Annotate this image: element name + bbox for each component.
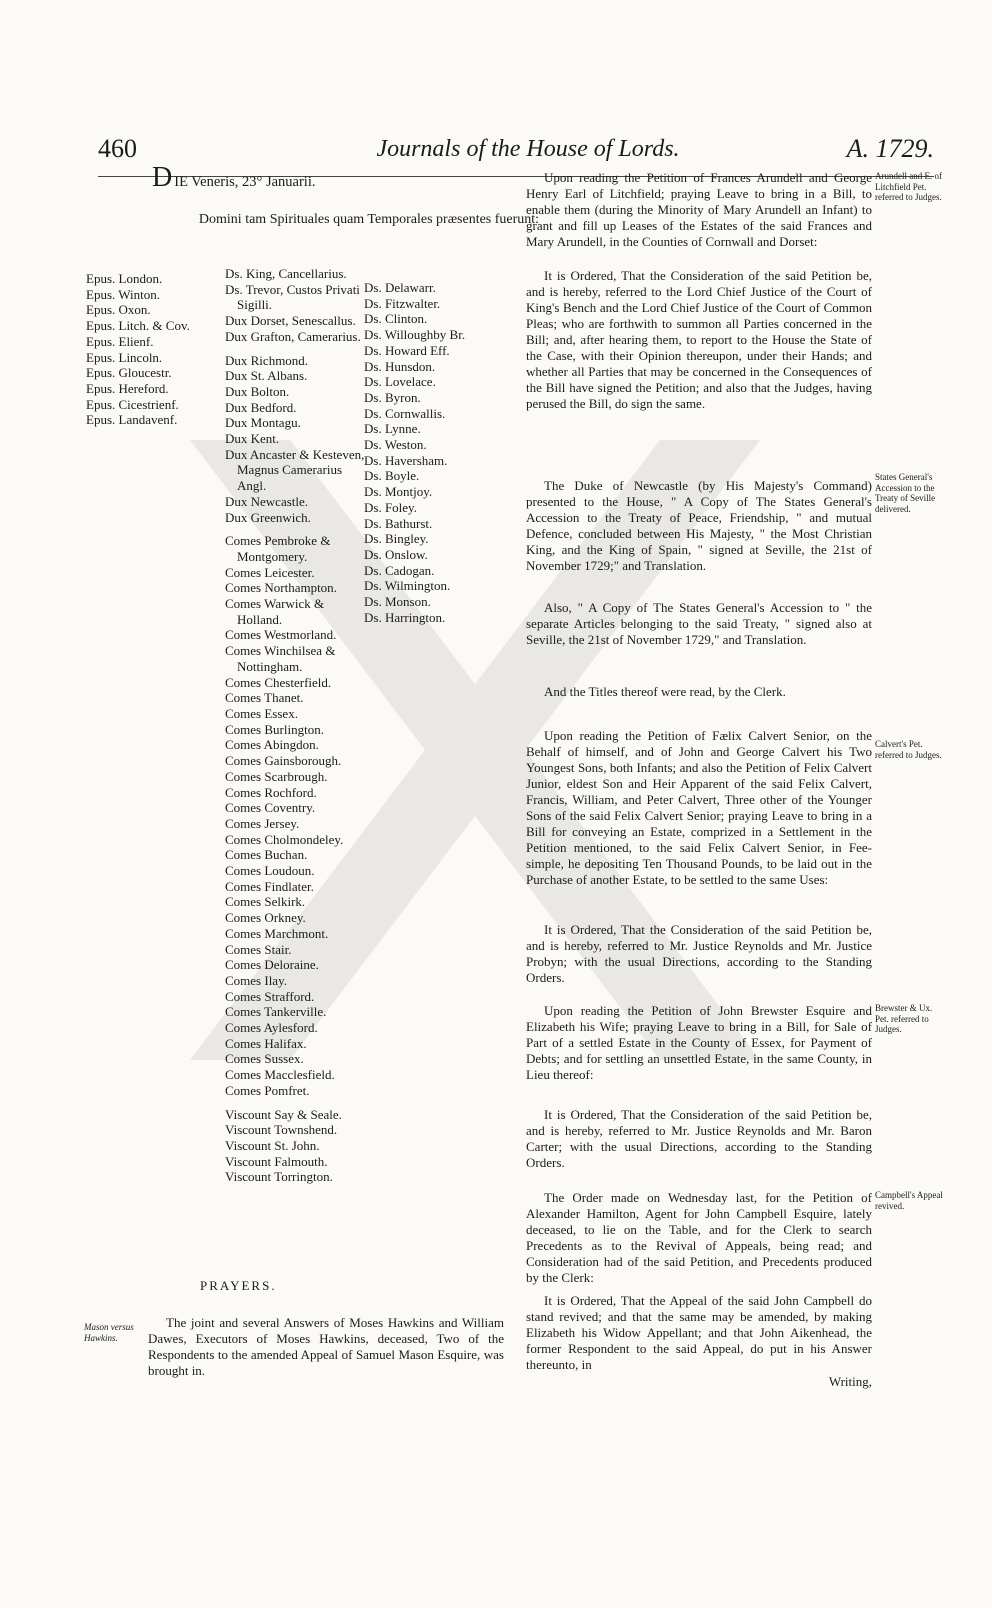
attendance-entry: Ds. Howard Eff. (364, 342, 450, 358)
attendance-entry: Ds. Harrington. (364, 609, 446, 625)
attendance-barons (364, 280, 514, 625)
attendance-entry: Ds. Wilmington. (364, 578, 451, 594)
margin-note-campbell: Campbell's Appeal revived. (875, 1190, 943, 1211)
attendance-entry: Comes Westmorland. (225, 627, 337, 643)
attendance-entry: Comes Orkney. (225, 910, 306, 926)
attendance-entry: Comes Abingdon. (225, 737, 319, 753)
paragraph-states-2: Also, " A Copy of The States General's Accession to " the separate Articles belonging to the said Treaty, " signed also at Seville, the 21st of November 1729," and Translation. (526, 600, 872, 647)
attendance-entry: Dux Grafton, Camerarius. (225, 328, 361, 344)
attendance-entry: Ds. Delawarr. (364, 280, 436, 295)
attendance-entry: Comes Pembroke & Montgomery. (225, 533, 331, 564)
attendance-entry: Ds. Byron. (364, 389, 421, 405)
attendance-entry: Ds. Montjoy. (364, 484, 433, 500)
margin-note-arundell: Arundell and E. of Litchfield Pet. referred to Judges. (875, 171, 942, 202)
attendance-entry: Comes Deloraine. (225, 957, 319, 973)
paragraph-arundell-petition: Upon reading the Petition of Frances Arundell and George Henry Earl of Litchfield; praying Leave to bring in a Bill, to enable them (during the Minority of Mary Arundell an Infant) to grant and fill up Leases of the Estates of the said Frances and Mary Arundell, in the Counties of Cornwall and Dorset: (526, 170, 872, 249)
attendance-entry: Comes Winchilsea & Nottingham. (225, 643, 336, 674)
attendance-bishops (86, 271, 216, 428)
attendance-entry: Ds. Bingley. (364, 531, 429, 547)
paragraph-states-3: And the Titles thereof were read, by the Clerk. (544, 684, 786, 699)
attendance-entry: Dux Greenwich. (225, 509, 311, 525)
running-title: Journals of the House of Lords. (376, 136, 680, 162)
paragraph-calvert-petition: Upon reading the Petition of Fælix Calvert Senior, on the Behalf of himself, and of John and George Calvert his Two Youngest Sons, both Infants; and also the Petition of Felix Calvert Junior, eldest Son and Heir Apparent of the said Felix Calvert, Francis, William, and Peter Calvert, Three other of the Younger Sons of the said Felix Calvert Senior; praying Leave to bring in a Bill for conveying an Estate, comprized in a Settlement in the Petition mentioned, to the said Felix Calvert Senior, in Fee-simple, he depositing Ten Thousand Pounds, to be laid out in the Purchase of another Estate, to be settled to the same Uses: (526, 728, 872, 887)
attendance-entry: Epus. Elienf. (86, 333, 154, 349)
attendance-entry: Comes Jersey. (225, 815, 300, 831)
attendance-entry: Epus. London. (86, 271, 163, 286)
attendance-entry: Comes Tankerville. (225, 1004, 327, 1020)
attendance-entry: Viscount Townshend. (225, 1122, 338, 1138)
paragraph-arundell-order: It is Ordered, That the Consideration of the said Petition be, and is hereby, referred to the Lord Chief Justice of the Court of King's Bench and the Lord Chief Justice of the Court of Common Pleas; who are forthwith to summon all Parties concerned in the Bill; and, after hearing them, to report to the House the State of the Case, with their Opinion thereupon, under their Hands; and whether all Parties that may be concerned in the Consequences of the Bill have signed the Petition; and also that the Judges, having perused the Bill, do sign the same. (526, 268, 872, 411)
margin-note-brewster: Brewster & Ux. Pet. referred to Judges. (875, 1003, 933, 1034)
paragraph-calvert-order: It is Ordered, That the Consideration of the said Petition be, and is hereby, referred to Mr. Justice Reynolds and Mr. Justice Probyn; with the usual Directions, according to the Standing Orders. (526, 922, 872, 985)
prayers-heading: PRAYERS. (200, 1278, 277, 1293)
attendance-entry: Ds. Onslow. (364, 546, 428, 562)
attendance-entry: Epus. Winton. (86, 286, 160, 302)
attendance-entry: Comes Marchmont. (225, 925, 329, 941)
attendance-entry: Comes Essex. (225, 705, 298, 721)
paragraph-brewster-order: It is Ordered, That the Consideration of the said Petition be, and is hereby, referred to Mr. Justice Reynolds and Mr. Baron Carter; with the usual Directions, according to the Standing Orders. (526, 1107, 872, 1170)
attendance-entry: Viscount St. John. (225, 1137, 320, 1153)
attendance-entry: Comes Cholmondeley. (225, 831, 344, 847)
attendance-entry: Ds. Fitzwalter. (364, 295, 441, 311)
attendance-entry: Dux Bedford. (225, 399, 297, 415)
attendance-entry: Comes Burlington. (225, 721, 324, 737)
attendance-entry: Comes Northampton. (225, 580, 337, 596)
attendance-entry: Comes Thanet. (225, 690, 304, 706)
attendance-entry: Dux Ancaster & Kesteven, Magnus Camerarius Angl. (225, 446, 365, 494)
attendance-entry: Comes Loudoun. (225, 863, 315, 879)
attendance-entry: Dux Montagu. (225, 415, 301, 431)
attendance-entry: Ds. Cornwallis. (364, 405, 446, 421)
attendance-entry: Ds. Lynne. (364, 421, 421, 437)
paragraph-brewster-petition: Upon reading the Petition of John Brewster Esquire and Elizabeth his Wife; praying Leave to bring in a Bill, for Sale of Part of a settled Estate in the County of Essex, for Payment of Debts; and for settling an unsettled Estate, in the same County, in Lieu thereof: (526, 1003, 872, 1082)
attendance-entry: Comes Sussex. (225, 1051, 304, 1067)
attendance-entry: Dux St. Albans. (225, 368, 308, 384)
session-date (152, 162, 316, 193)
attendance-entry: Ds. Willoughby Br. (364, 327, 466, 343)
attendance-entry: Comes Selkirk. (225, 894, 306, 910)
attendance-entry: Dux Newcastle. (225, 493, 309, 509)
domini-heading: Domini tam Spirituales quam Temporales præsentes fuerunt: (198, 212, 540, 227)
attendance-entry: Comes Ilay. (225, 972, 287, 988)
attendance-entry: Comes Findlater. (225, 878, 314, 894)
attendance-entry: Epus. Landavenf. (86, 412, 178, 428)
attendance-entry: Ds. Clinton. (364, 311, 428, 327)
attendance-entry: Dux Kent. (225, 431, 280, 447)
attendance-entry: Comes Pomfret. (225, 1082, 310, 1098)
attendance-entry: Epus. Lincoln. (86, 349, 163, 365)
attendance-entry: Comes Buchan. (225, 847, 308, 863)
attendance-entry: Comes Macclesfield. (225, 1067, 335, 1083)
attendance-entry: Viscount Falmouth. (225, 1153, 328, 1169)
attendance-entry: Epus. Litch. & Cov. (86, 318, 190, 334)
attendance-entry: Ds. Foley. (364, 499, 417, 515)
margin-note-states: States General's Accession to the Treaty of Seville delivered. (875, 472, 936, 514)
attendance-entry: Dux Richmond. (225, 352, 309, 368)
attendance-entry: Comes Leicester. (225, 564, 315, 580)
margin-note-calvert: Calvert's Pet. referred to Judges. (875, 739, 942, 760)
attendance-entry: Viscount Torrington. (225, 1169, 333, 1185)
attendance-entry: Epus. Gloucestr. (86, 365, 172, 381)
attendance-entry: Ds. King, Cancellarius. (225, 266, 347, 281)
attendance-temporal (225, 266, 365, 1185)
attendance-entry: Comes Strafford. (225, 988, 315, 1004)
margin-note-mason: Mason versus Hawkins. (84, 1322, 134, 1343)
attendance-entry: Ds. Trevor, Custos Privati Sigilli. (225, 281, 360, 313)
attendance-entry: Comes Chesterfield. (225, 674, 332, 690)
catchword: Writing, (828, 1374, 872, 1389)
attendance-entry: Comes Aylesford. (225, 1020, 318, 1036)
attendance-entry: Viscount Say & Seale. (225, 1106, 342, 1122)
attendance-entry: Comes Scarbrough. (225, 768, 328, 784)
paragraph-mason: The joint and several Answers of Moses Hawkins and William Dawes, Executors of Moses Hawkins, deceased, Two of the Respondents to the amended Appeal of Samuel Mason Esquire, was brought in. (148, 1315, 504, 1378)
attendance-entry: Comes Coventry. (225, 800, 316, 816)
attendance-entry: Epus. Oxon. (86, 302, 151, 318)
attendance-entry: Comes Halifax. (225, 1035, 307, 1051)
attendance-entry: Comes Stair. (225, 941, 292, 957)
attendance-entry: Comes Gainsborough. (225, 753, 342, 769)
paragraph-campbell-2: It is Ordered, That the Appeal of the said John Campbell do stand revived; and that the same may be amended, by making Elizabeth his Widow Appellant; and that John Aikenhead, the former Respondent to the said Appeal, do put in his Answer thereunto, in (526, 1293, 872, 1372)
paragraph-campbell-1: The Order made on Wednesday last, for the Petition of Alexander Hamilton, Agent for John Campbell Esquire, lately deceased, to lie on the Table, and for the Clerk to search Precedents as to the Revival of Appeals, being read; and Consideration had of the said Petition, and Precedents produced by the Clerk: (526, 1190, 872, 1285)
attendance-entry: Comes Rochford. (225, 784, 317, 800)
attendance-entry: Dux Bolton. (225, 383, 290, 399)
attendance-entry: Dux Dorset, Senescallus. (225, 313, 356, 329)
date-text: IE Veneris, 23° Januarii. (174, 174, 316, 190)
attendance-entry: Ds. Cadogan. (364, 562, 435, 578)
attendance-entry: Ds. Hunsdon. (364, 358, 436, 374)
attendance-entry: Ds. Bathurst. (364, 515, 433, 531)
attendance-entry: Ds. Haversham. (364, 452, 448, 468)
attendance-entry: Ds. Lovelace. (364, 374, 436, 390)
attendance-entry: Epus. Cicestrienf. (86, 396, 179, 412)
attendance-entry: Epus. Hereford. (86, 380, 169, 396)
drop-cap: D (152, 162, 173, 193)
attendance-entry: Ds. Boyle. (364, 468, 420, 484)
page-number: 460 (98, 134, 137, 163)
year-label: A. 1729. (846, 134, 934, 163)
paragraph-states-1: The Duke of Newcastle (by His Majesty's Command) presented to the House, " A Copy of The States General's Accession to the Treaty of Peace, Friendship, " and mutual Defence, concluded between His Majesty, " the Most Christian King, and the King of Spain, " signed at Seville, the 21st of November 1729;" and Translation. (526, 478, 872, 573)
attendance-entry: Comes Warwick & Holland. (225, 596, 325, 627)
attendance-entry: Ds. Monson. (364, 594, 431, 610)
attendance-entry: Ds. Weston. (364, 437, 427, 453)
